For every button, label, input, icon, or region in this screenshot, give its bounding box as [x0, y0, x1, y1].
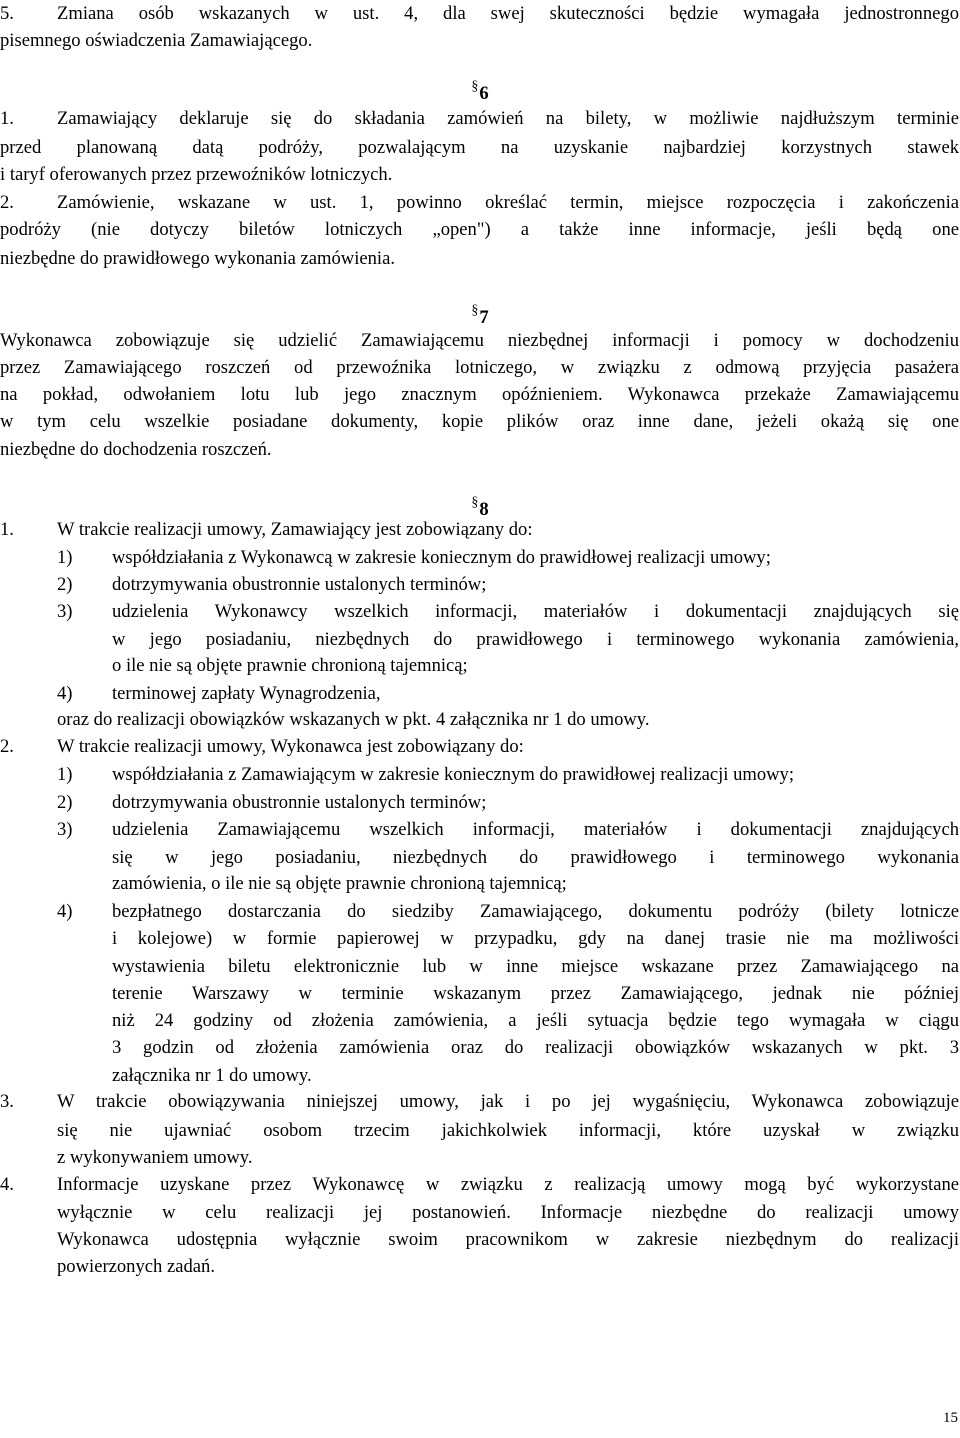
page-number: 15	[943, 1410, 958, 1426]
s6-item-1-line: przed planowaną datą podróży, pozwalającym na uzyskanie najbardziej korzystnych stawek	[0, 137, 959, 158]
section-7-heading: §7	[471, 303, 489, 328]
s8-1-sub-line: udzielenia Wykonawcy wszelkich informacji, materiałów i dokumentacji znajdujących się	[112, 601, 959, 622]
s8-1-sub-number: 4)	[57, 683, 73, 704]
s8-1-sub-line: współdziałania z Wykonawcą w zakresie koniecznym do prawidłowej realizacji umowy;	[112, 547, 771, 568]
s7-line: Wykonawca zobowiązuje się udzielić Zamawiającemu niezbędnej informacji i pomocy w dochodzeniu	[0, 330, 959, 351]
s8-2-sub-line: i kolejowe) w formie papierowej w przypadku, gdy na danej trasie nie ma możliwości	[112, 928, 959, 949]
s8-item-3-line: W trakcie obowiązywania niniejszej umowy, jak i po jej wygaśnięciu, Wykonawca zobowiązuje	[57, 1091, 959, 1112]
s6-item-1-line: Zamawiający deklaruje się do składania zamówień na bilety, w możliwie najdłuższym terminie	[57, 108, 959, 129]
s8-2-sub-line: wystawienia biletu elektronicznie lub w inne miejsce wskazane przez Zamawiającego na	[112, 956, 959, 977]
s8-item-4-line: wyłącznie w celu realizacji jej postanowień. Informacje niezbędne do realizacji umowy	[57, 1202, 959, 1223]
item-5-line: Zmiana osób wskazanych w ust. 4, dla swej skuteczności będzie wymagała jednostronnego	[57, 3, 959, 24]
s8-2-sub-line: załącznika nr 1 do umowy.	[112, 1065, 312, 1086]
s8-1-sub-number: 3)	[57, 601, 73, 622]
s8-2-sub-number: 4)	[57, 901, 73, 922]
item-5-number: 5.	[0, 3, 14, 24]
s8-item-3-number: 3.	[0, 1091, 14, 1112]
s8-2-sub-line: 3 godzin od złożenia zamówienia oraz do realizacji obowiązków wskazanych w pkt. 3	[112, 1037, 959, 1058]
s7-line: w tym celu wszelkie posiadane dokumenty, kopie plików oraz inne dane, jeżeli okażą się one	[0, 411, 959, 432]
s8-2-sub-line: zamówienia, o ile nie są objęte prawnie chronioną tajemnicą;	[112, 873, 567, 894]
section-6-heading: §6	[471, 79, 489, 104]
s8-2-sub-number: 2)	[57, 792, 73, 813]
s8-item-1-number: 1.	[0, 519, 14, 540]
s6-item-1-number: 1.	[0, 108, 14, 129]
s6-item-2-line: Zamówienie, wskazane w ust. 1, powinno określać termin, miejsce rozpoczęcia i zakończenia	[57, 192, 959, 213]
s8-item-4-number: 4.	[0, 1174, 14, 1195]
s6-item-1-line: i taryf oferowanych przez przewoźników lotniczych.	[0, 164, 393, 185]
s8-2-sub-line: udzielenia Zamawiającemu wszelkich informacji, materiałów i dokumentacji znajdujących	[112, 819, 959, 840]
s8-item-2-lead: W trakcie realizacji umowy, Wykonawca jest zobowiązany do:	[57, 736, 524, 757]
s8-2-sub-number: 3)	[57, 819, 73, 840]
item-5-line: pisemnego oświadczenia Zamawiającego.	[0, 30, 313, 51]
s8-1-sub-line: o ile nie są objęte prawnie chronioną tajemnicą;	[112, 655, 468, 676]
s8-1-sub-line: terminowej zapłaty Wynagrodzenia,	[112, 683, 381, 704]
s8-2-sub-line: się w jego posiadaniu, niezbędnych do prawidłowego i terminowego wykonania	[112, 847, 959, 868]
s7-line: na pokład, odwołaniem lotu lub jego znacznym opóźnieniem. Wykonawca przekaże Zamawiającemu	[0, 384, 959, 405]
s8-2-sub-line: współdziałania z Zamawiającym w zakresie koniecznym do prawidłowej realizacji umowy;	[112, 764, 795, 785]
s8-1-sub-line: dotrzymywania obustronnie ustalonych terminów;	[112, 574, 487, 595]
section-8-heading: §8	[471, 495, 489, 520]
s8-2-sub-line: bezpłatnego dostarczania do siedziby Zamawiającego, dokumentu podróży (bilety lotnicze	[112, 901, 959, 922]
s8-item-1-tail: oraz do realizacji obowiązków wskazanych w pkt. 4 załącznika nr 1 do umowy.	[57, 709, 650, 730]
s8-1-sub-number: 2)	[57, 574, 73, 595]
s8-2-sub-line: dotrzymywania obustronnie ustalonych terminów;	[112, 792, 487, 813]
s8-item-2-number: 2.	[0, 736, 14, 757]
s7-line: przez Zamawiającego roszczeń od przewoźnika lotniczego, w związku z odmową przyjęcia pasażera	[0, 357, 959, 378]
s8-item-4-line: powierzonych zadań.	[57, 1256, 215, 1277]
s8-2-sub-number: 1)	[57, 764, 73, 785]
s8-item-4-line: Wykonawca udostępnia wyłącznie swoim pracownikom w zakresie niezbędnym do realizacji	[57, 1229, 959, 1250]
s8-2-sub-line: terenie Warszawy w terminie wskazanym przez Zamawiającego, jednak nie później	[112, 983, 959, 1004]
s6-item-2-number: 2.	[0, 192, 14, 213]
s6-item-2-line: podróży (nie dotyczy biletów lotniczych „open") a także inne informacje, jeśli będą one	[0, 219, 959, 240]
s8-item-3-line: z wykonywaniem umowy.	[57, 1147, 253, 1168]
s8-1-sub-line: w jego posiadaniu, niezbędnych do prawidłowego i terminowego wykonania zamówienia,	[112, 629, 959, 650]
s6-item-2-line: niezbędne do prawidłowego wykonania zamówienia.	[0, 248, 395, 269]
s8-item-4-line: Informacje uzyskane przez Wykonawcę w związku z realizacją umowy mogą być wykorzystane	[57, 1174, 959, 1195]
s8-item-1-lead: W trakcie realizacji umowy, Zamawiający jest zobowiązany do:	[57, 519, 533, 540]
s7-line: niezbędne do dochodzenia roszczeń.	[0, 439, 272, 460]
s8-1-sub-number: 1)	[57, 547, 73, 568]
s8-item-3-line: się nie ujawniać osobom trzecim jakichkolwiek informacji, które uzyskał w związku	[57, 1120, 959, 1141]
s8-2-sub-line: niż 24 godziny od złożenia zamówienia, a jeśli sytuacja będzie tego wymagała w ciągu	[112, 1010, 959, 1031]
